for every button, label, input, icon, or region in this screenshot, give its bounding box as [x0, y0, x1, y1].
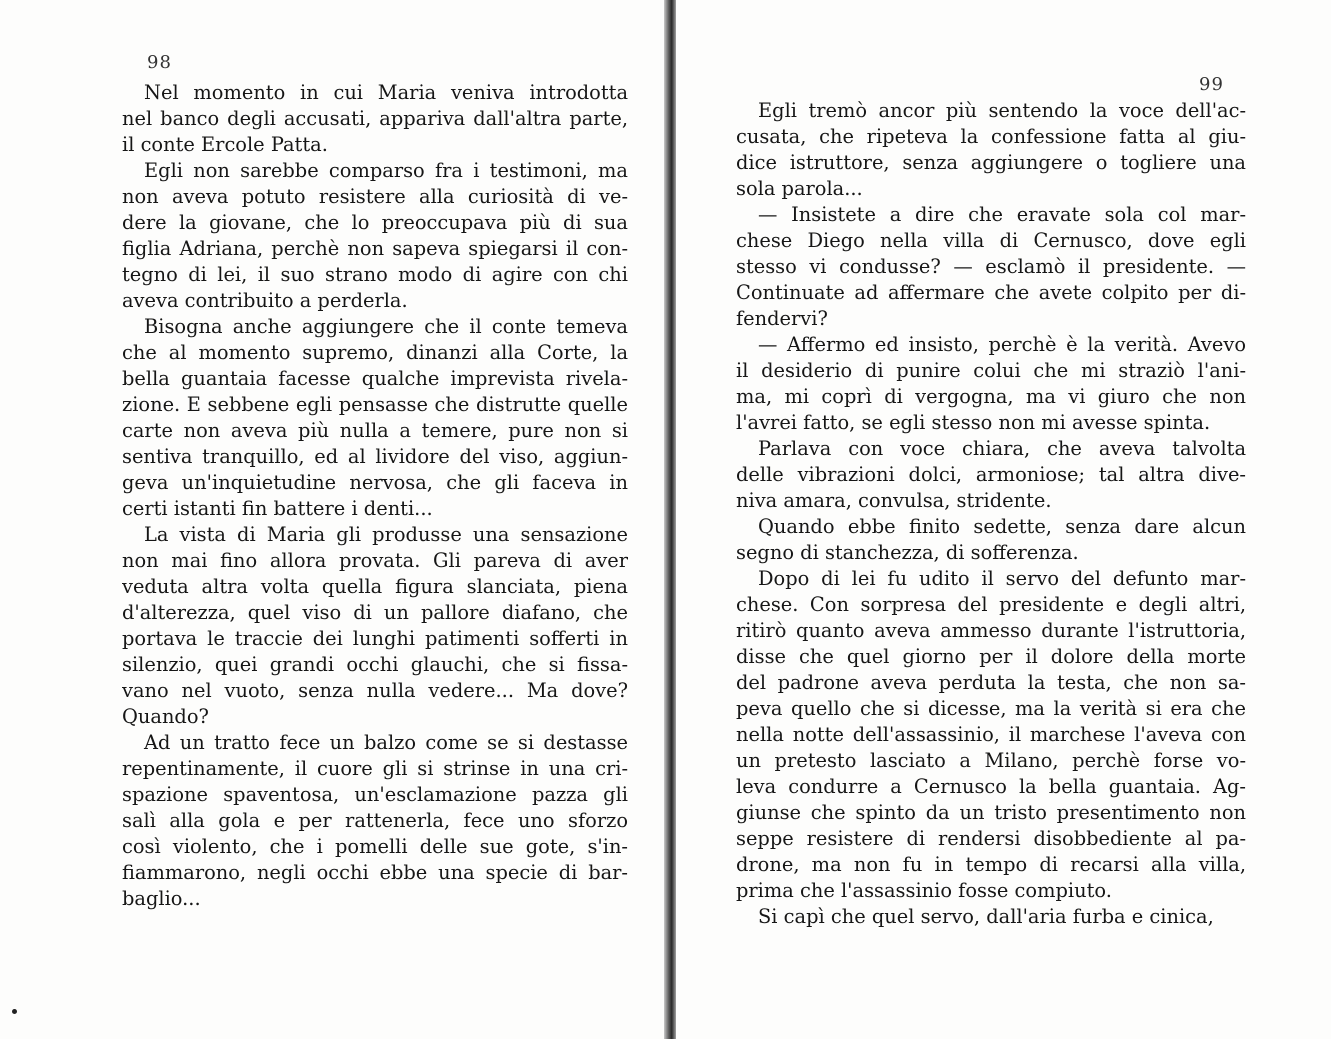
text-line: così violento, che i pomelli delle sue gote, s'in-: [122, 835, 628, 858]
text-line: l'avrei fatto, se egli stesso non mi avesse spinta.: [736, 411, 1211, 434]
text-line: vano nel vuoto, senza nulla vedere... Ma dove?: [122, 679, 628, 702]
text-line: certi istanti fin battere i denti...: [122, 497, 433, 520]
text-line: geva un'inquietudine nervosa, che gli faceva in: [122, 471, 628, 494]
text-line: niva amara, convulsa, stridente.: [736, 489, 1052, 512]
text-line: dere la giovane, che lo preoccupava più di sua: [122, 211, 628, 234]
text-line: Nel momento in cui Maria veniva introdotta: [144, 81, 628, 104]
text-line: seppe resistere di rendersi disobbediente al pa-: [736, 827, 1246, 850]
text-line: carte non aveva più nulla a temere, pure non si: [122, 419, 628, 442]
text-line: baglio...: [122, 887, 201, 910]
text-line: leva condurre a Cernusco la bella guantaia. Ag-: [736, 775, 1246, 798]
text-line: nella notte dell'assassinio, il marchese l'aveva con: [736, 723, 1246, 746]
text-line: sola parola...: [736, 177, 863, 200]
text-line: disse che quel giorno per il dolore della morte: [736, 645, 1246, 668]
left-page-text: [122, 80, 628, 912]
text-line: Egli non sarebbe comparso fra i testimoni, ma: [144, 159, 628, 182]
text-line: fendervi?: [736, 307, 828, 330]
text-line: il conte Ercole Patta.: [122, 133, 328, 156]
text-line: Parlava con voce chiara, che aveva talvolta: [758, 437, 1246, 460]
text-line: prima che l'assassinio fosse compiuto.: [736, 879, 1112, 902]
text-line: del padrone aveva perduta la testa, che non sa-: [736, 671, 1246, 694]
text-line: delle vibrazioni dolci, armoniose; tal altra dive-: [736, 463, 1246, 486]
text-line: — Insistete a dire che eravate sola col mar-: [758, 203, 1246, 226]
text-line: non aveva potuto resistere alla curiosità di ve-: [122, 185, 628, 208]
text-line: ma, mi coprì di vergogna, ma vi giuro che non: [736, 385, 1246, 408]
text-line: che al momento supremo, dinanzi alla Corte, la: [122, 341, 628, 364]
text-line: chese. Con sorpresa del presidente e degli altri,: [736, 593, 1246, 616]
text-line: — Affermo ed insisto, perchè è la verità. Avevo: [758, 333, 1246, 356]
text-line: Dopo di lei fu udito il servo del defunto mar-: [758, 567, 1246, 590]
text-line: Si capì che quel servo, dall'aria furba e cinica,: [758, 905, 1214, 928]
text-line: segno di stanchezza, di sofferenza.: [736, 541, 1079, 564]
text-line: zione. E sebbene egli pensasse che distrutte quelle: [122, 393, 628, 416]
text-line: sentiva tranquillo, ed al lividore del viso, aggiun-: [122, 445, 628, 468]
text-line: salì alla gola e per rattenerla, fece uno sforzo: [122, 809, 628, 832]
text-line: Continuate ad affermare che avete colpito per di-: [736, 281, 1246, 304]
text-line: figlia Adriana, perchè non sapeva spiegarsi il con-: [122, 237, 628, 260]
text-line: d'alterezza, quel viso di un pallore diafano, che: [122, 601, 628, 624]
text-line: Quando ebbe finito sedette, senza dare alcun: [758, 515, 1246, 538]
text-line: il desiderio di punire colui che mi straziò l'ani-: [736, 359, 1246, 382]
text-line: stesso vi condusse? — esclamò il presidente. —: [736, 255, 1246, 278]
text-line: spazione spaventosa, un'esclamazione pazza gli: [122, 783, 628, 806]
text-line: non mai fino allora provata. Gli pareva di aver: [122, 549, 628, 572]
text-line: aveva contribuito a perderla.: [122, 289, 408, 312]
text-line: drone, ma non fu in tempo di recarsi alla villa,: [736, 853, 1246, 876]
text-line: chese Diego nella villa di Cernusco, dove egli: [736, 229, 1246, 252]
text-line: Bisogna anche aggiungere che il conte temeva: [144, 315, 628, 338]
text-line: giunse che spinto da un tristo presentimento non: [736, 801, 1246, 824]
right-page: [676, 0, 1331, 1039]
text-line: tegno di lei, il suo strano modo di agire con chi: [122, 263, 628, 286]
ink-speck: [12, 1009, 17, 1014]
text-line: La vista di Maria gli produsse una sensazione: [144, 523, 628, 546]
text-line: repentinamente, il cuore gli si strinse in una cri-: [122, 757, 628, 780]
right-page-text: [736, 98, 1246, 930]
text-line: portava le traccie dei lunghi patimenti sofferti in: [122, 627, 628, 650]
text-line: nel banco degli accusati, appariva dall'altra parte,: [122, 107, 628, 130]
text-line: un pretesto lasciato a Milano, perchè forse vo-: [736, 749, 1246, 772]
text-line: peva quello che si dicesse, ma la verità si era che: [736, 697, 1246, 720]
page-number-right: 99: [1199, 74, 1224, 95]
text-line: cusata, che ripeteva la confessione fatta al giu-: [736, 125, 1246, 148]
page-number-left: 98: [147, 52, 172, 73]
text-line: fiammarono, negli occhi ebbe una specie di bar-: [122, 861, 628, 884]
text-line: veduta altra volta quella figura slanciata, piena: [122, 575, 628, 598]
text-line: ritirò quanto aveva ammesso durante l'istruttoria,: [736, 619, 1246, 642]
text-line: silenzio, quei grandi occhi glauchi, che si fissa-: [122, 653, 628, 676]
text-line: Egli tremò ancor più sentendo la voce dell'ac-: [758, 99, 1246, 122]
text-line: dice istruttore, senza aggiungere o togliere una: [736, 151, 1246, 174]
text-line: Ad un tratto fece un balzo come se si destasse: [144, 731, 628, 754]
text-line: bella guantaia facesse qualche imprevista rivela-: [122, 367, 628, 390]
text-line: Quando?: [122, 705, 209, 728]
